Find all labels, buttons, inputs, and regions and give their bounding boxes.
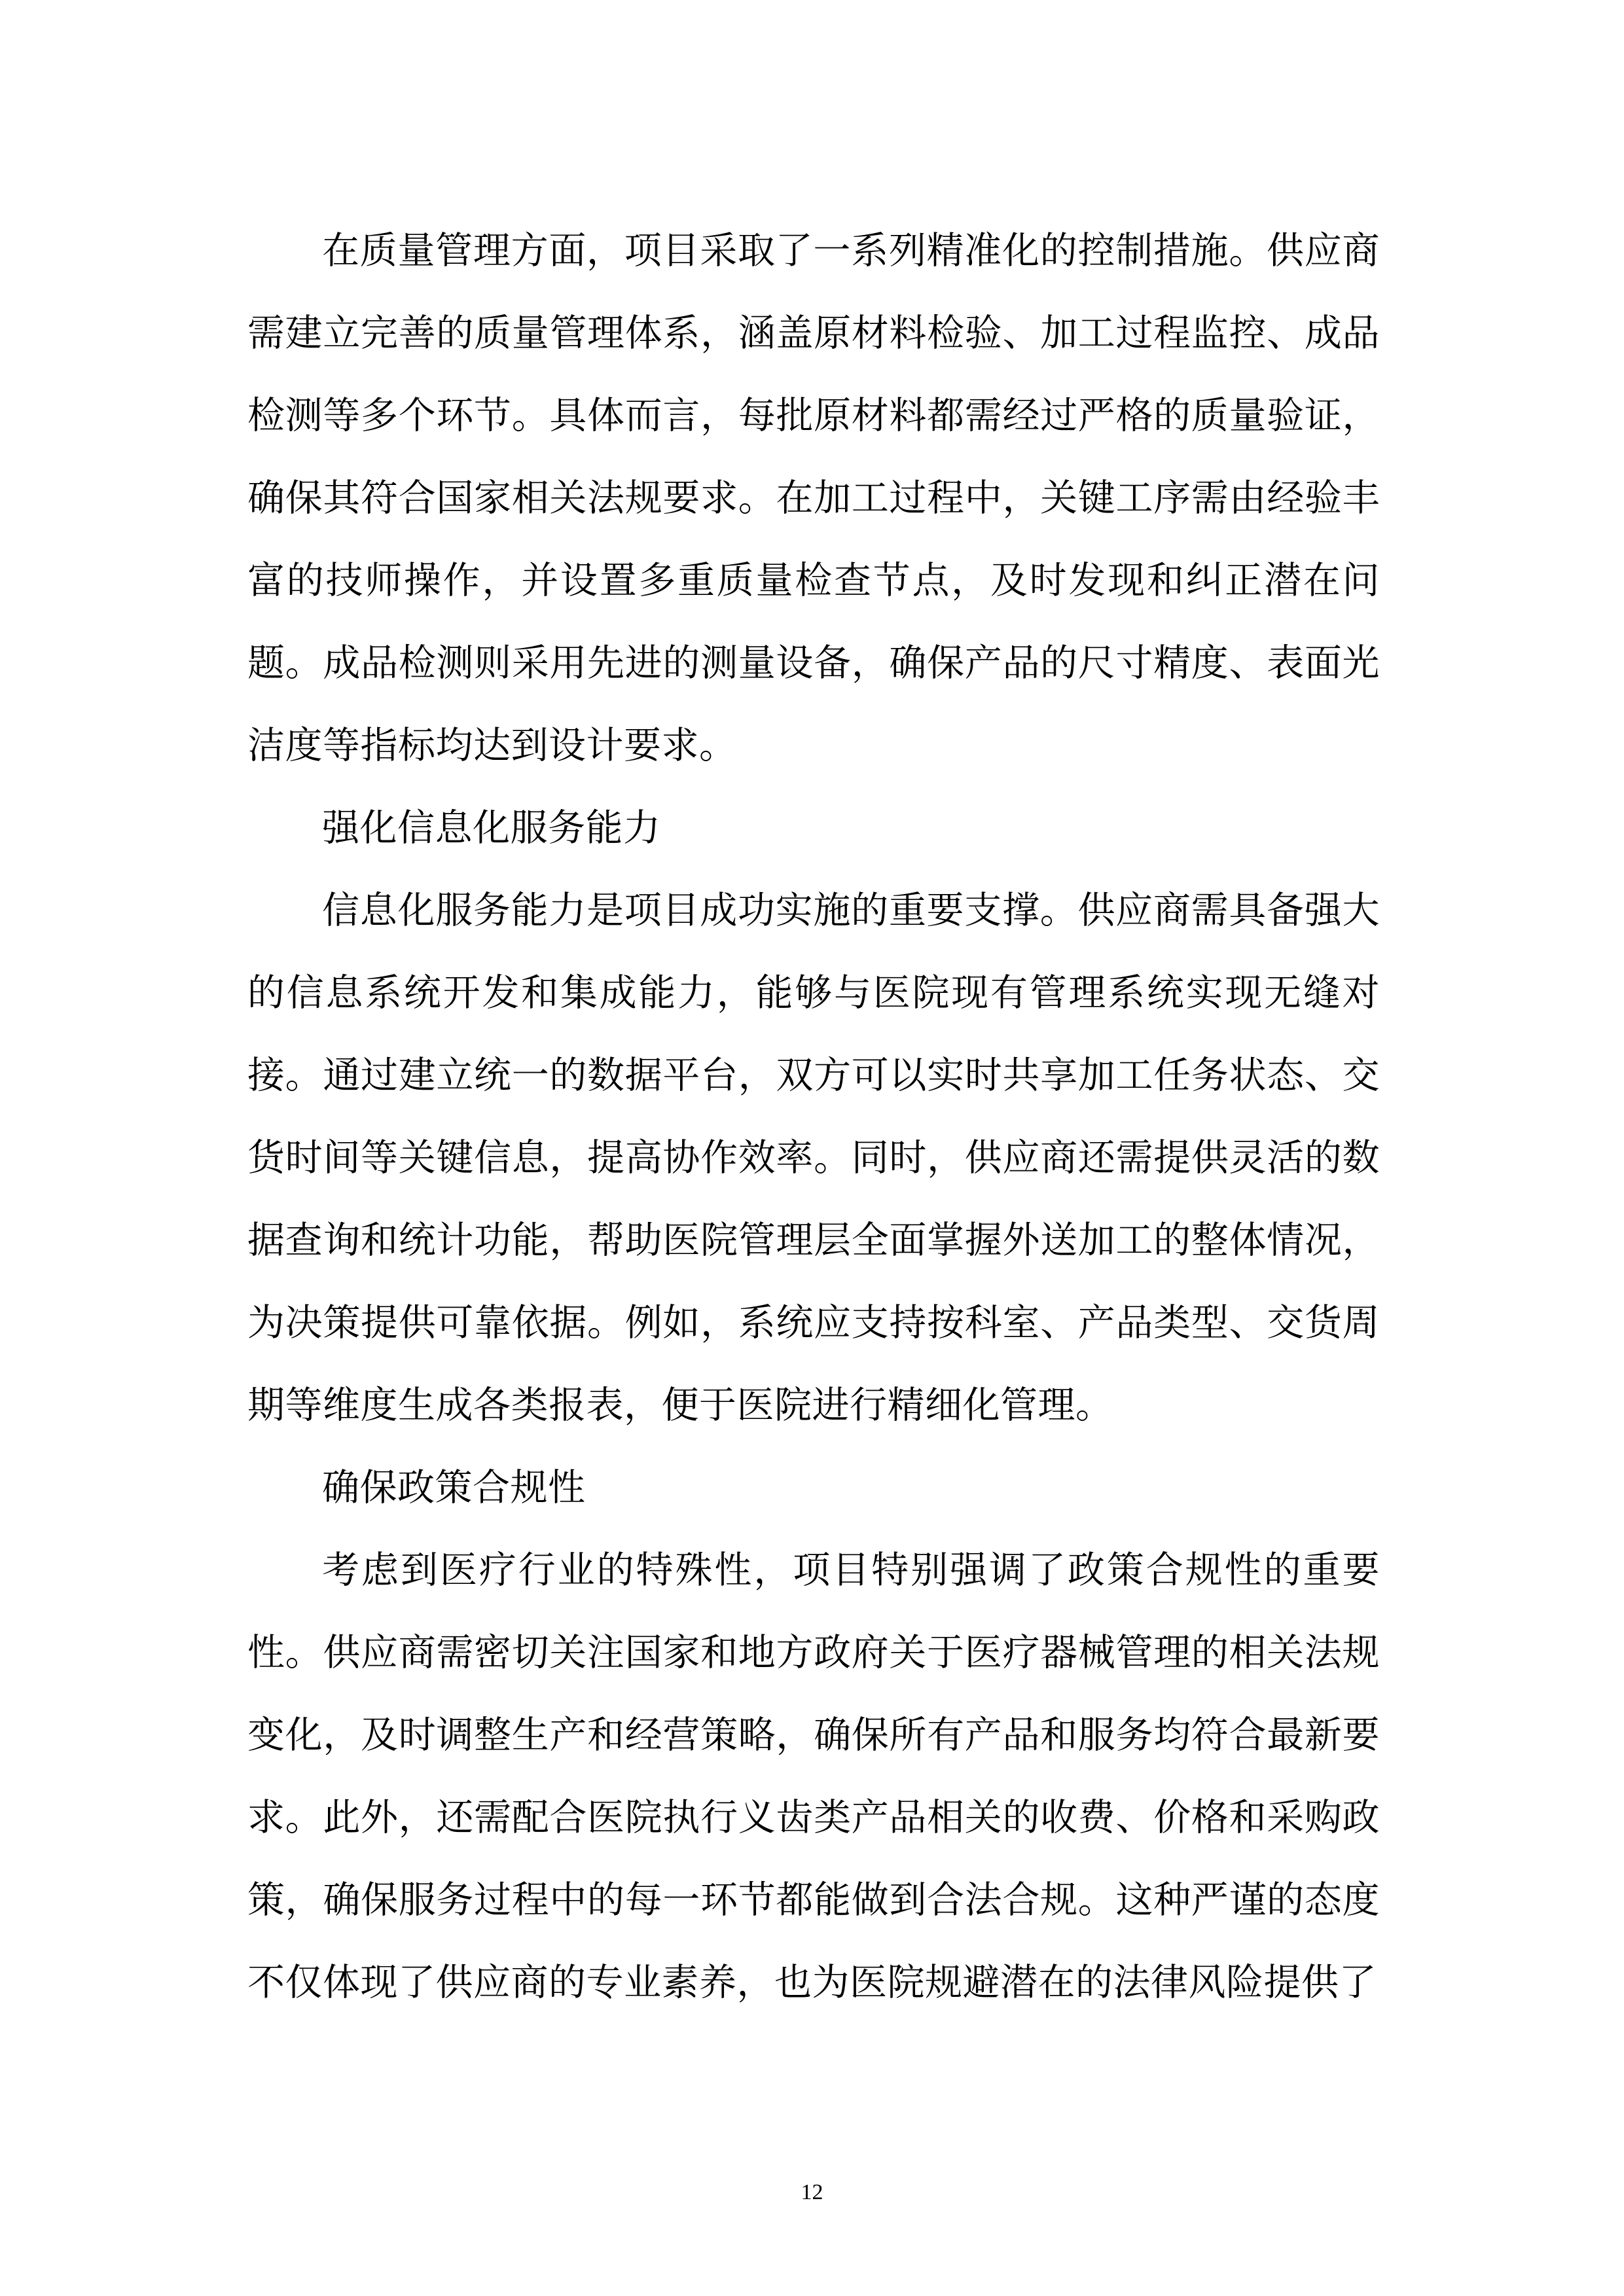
paragraph-quality-management: 在质量管理方面，项目采取了一系列精准化的控制措施。供应商需建立完善的质量管理体系，涵盖原材料检验、加工过程监控、成品检测等多个环节。具体而言，每批原材料都需经过严格的质量验证，确保其符合国家相关法规要求。在加工过程中，关键工序需由经验丰富的技师操作，并设置多重质量检查节点，及时发现和纠正潜在问题。成品检测则采用先进的测量设备，确保产品的尺寸精度、表面光洁度等指标均达到设计要求。	[247, 229, 1380, 767]
page-body	[247, 209, 1380, 2024]
paragraph-policy-compliance: 考虑到医疗行业的特殊性，项目特别强调了政策合规性的重要性。供应商需密切关注国家和地方政府关于医疗器械管理的相关法规变化，及时调整生产和经营策略，确保所有产品和服务均符合最新要求。此外，还需配合医院执行义齿类产品相关的收费、价格和采购政策，确保服务过程中的每一环节都能做到合法合规。这种严谨的态度不仅体现了供应商的专业素养，也为医院规避潜在的法律风险提供了	[247, 1549, 1380, 2004]
page-number: 12	[801, 2180, 823, 2204]
paragraph-informatization-capability: 信息化服务能力是项目成功实施的重要支撑。供应商需具备强大的信息系统开发和集成能力，能够与医院现有管理系统实现无缝对接。通过建立统一的数据平台，双方可以实时共享加工任务状态、交货时间等关键信息，提高协作效率。同时，供应商还需提供灵活的数据查询和统计功能，帮助医院管理层全面掌握外送加工的整体情况，为决策提供可靠依据。例如，系统应支持按科室、产品类型、交货周期等维度生成各类报表，便于医院进行精细化管理。	[247, 889, 1380, 1427]
section-heading-policy-compliance: 确保政策合规性	[322, 1466, 586, 1509]
section-heading-informatization: 强化信息化服务能力	[322, 806, 661, 850]
